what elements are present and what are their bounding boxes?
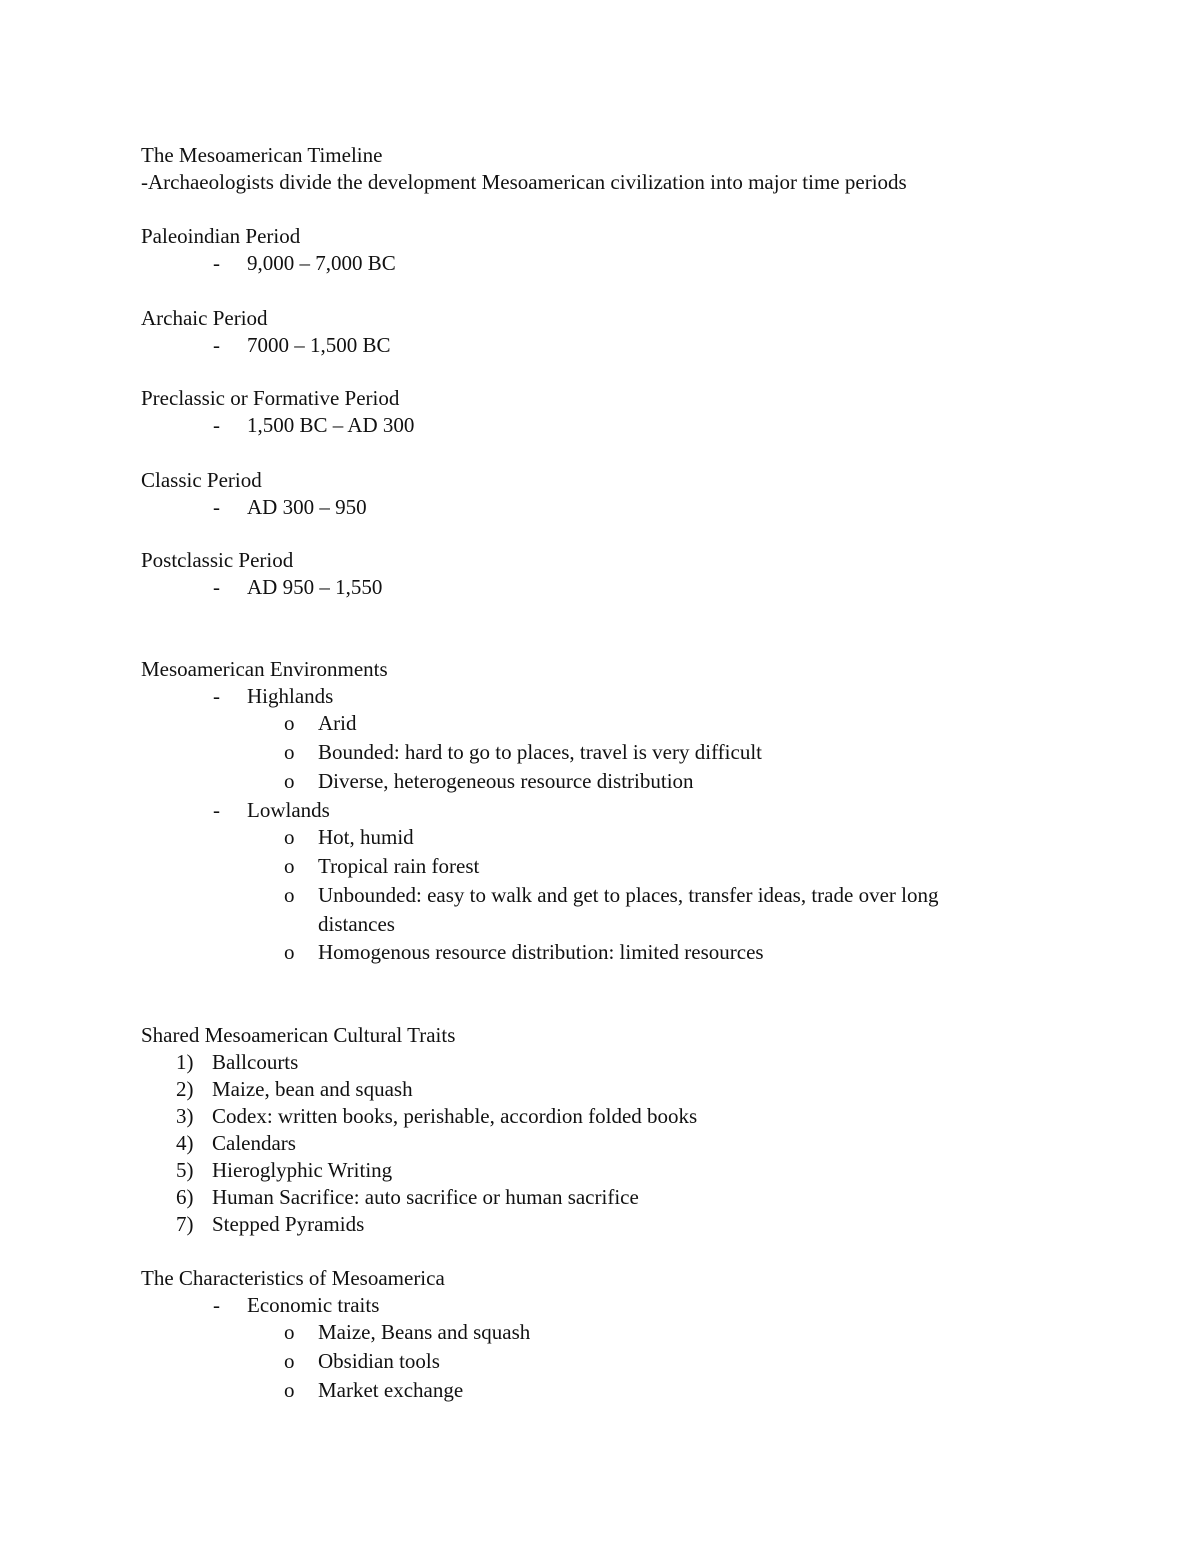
trait-item: Ballcourts: [212, 1050, 299, 1074]
economic-item: Maize, Beans and squash: [318, 1320, 531, 1344]
timeline-intro: -Archaeologists divide the development Mesoamerican civilization into major time periods: [141, 170, 907, 194]
period-name: Classic Period: [141, 468, 262, 492]
period-dates: AD 300 – 950: [247, 495, 367, 519]
lowlands-item: Hot, humid: [318, 825, 414, 849]
economic-item: Obsidian tools: [318, 1349, 440, 1373]
bullet-marker: o: [284, 825, 295, 849]
dash-marker: -: [213, 798, 220, 822]
trait-number: 5): [176, 1158, 194, 1182]
highlands-item: Bounded: hard to go to places, travel is very difficult: [318, 740, 763, 764]
period-dates: 1,500 BC – AD 300: [247, 413, 415, 437]
bullet-marker: o: [284, 883, 295, 907]
traits-title: Shared Mesoamerican Cultural Traits: [141, 1023, 456, 1047]
economic-traits-label: Economic traits: [247, 1293, 380, 1317]
trait-item: Calendars: [212, 1131, 296, 1155]
trait-number: 4): [176, 1131, 194, 1155]
characteristics-title: The Characteristics of Mesoamerica: [141, 1266, 445, 1290]
period-name: Archaic Period: [141, 306, 268, 330]
dash-marker: -: [213, 251, 220, 275]
dash-marker: -: [213, 1293, 220, 1317]
bullet-marker: o: [284, 711, 295, 735]
period-dates: 9,000 – 7,000 BC: [247, 251, 396, 275]
period-dates: 7000 – 1,500 BC: [247, 333, 391, 357]
period-name: Paleoindian Period: [141, 224, 301, 248]
bullet-marker: o: [284, 769, 295, 793]
bullet-marker: o: [284, 854, 295, 878]
trait-item: Maize, bean and squash: [212, 1077, 413, 1101]
lowlands-item-continuation: distances: [318, 912, 395, 936]
trait-item: Codex: written books, perishable, accordion folded books: [212, 1104, 698, 1128]
lowlands-item: Tropical rain forest: [318, 854, 480, 878]
trait-item: Hieroglyphic Writing: [212, 1158, 393, 1182]
trait-number: 7): [176, 1212, 194, 1236]
trait-number: 3): [176, 1104, 194, 1128]
dash-marker: -: [213, 684, 220, 708]
period-name: Preclassic or Formative Period: [141, 386, 400, 410]
trait-item: Stepped Pyramids: [212, 1212, 365, 1236]
dash-marker: -: [213, 413, 220, 437]
bullet-marker: o: [284, 1320, 295, 1344]
dash-marker: -: [213, 575, 220, 599]
lowlands-label: Lowlands: [247, 798, 330, 822]
period-dates: AD 950 – 1,550: [247, 575, 383, 599]
period-name: Postclassic Period: [141, 548, 294, 572]
highlands-item: Diverse, heterogeneous resource distribution: [318, 769, 694, 793]
dash-marker: -: [213, 333, 220, 357]
highlands-item: Arid: [318, 711, 357, 735]
lowlands-item: Homogenous resource distribution: limited resources: [318, 940, 764, 964]
bullet-marker: o: [284, 940, 295, 964]
trait-number: 2): [176, 1077, 194, 1101]
timeline-title: The Mesoamerican Timeline: [141, 143, 383, 167]
bullet-marker: o: [284, 740, 295, 764]
trait-item: Human Sacrifice: auto sacrifice or human sacrifice: [212, 1185, 639, 1209]
bullet-marker: o: [284, 1378, 295, 1402]
environments-title: Mesoamerican Environments: [141, 657, 388, 681]
economic-item: Market exchange: [318, 1378, 464, 1402]
trait-number: 1): [176, 1050, 194, 1074]
bullet-marker: o: [284, 1349, 295, 1373]
highlands-label: Highlands: [247, 684, 334, 708]
lowlands-item: Unbounded: easy to walk and get to places, transfer ideas, trade over long: [318, 883, 939, 907]
trait-number: 6): [176, 1185, 194, 1209]
dash-marker: -: [213, 495, 220, 519]
